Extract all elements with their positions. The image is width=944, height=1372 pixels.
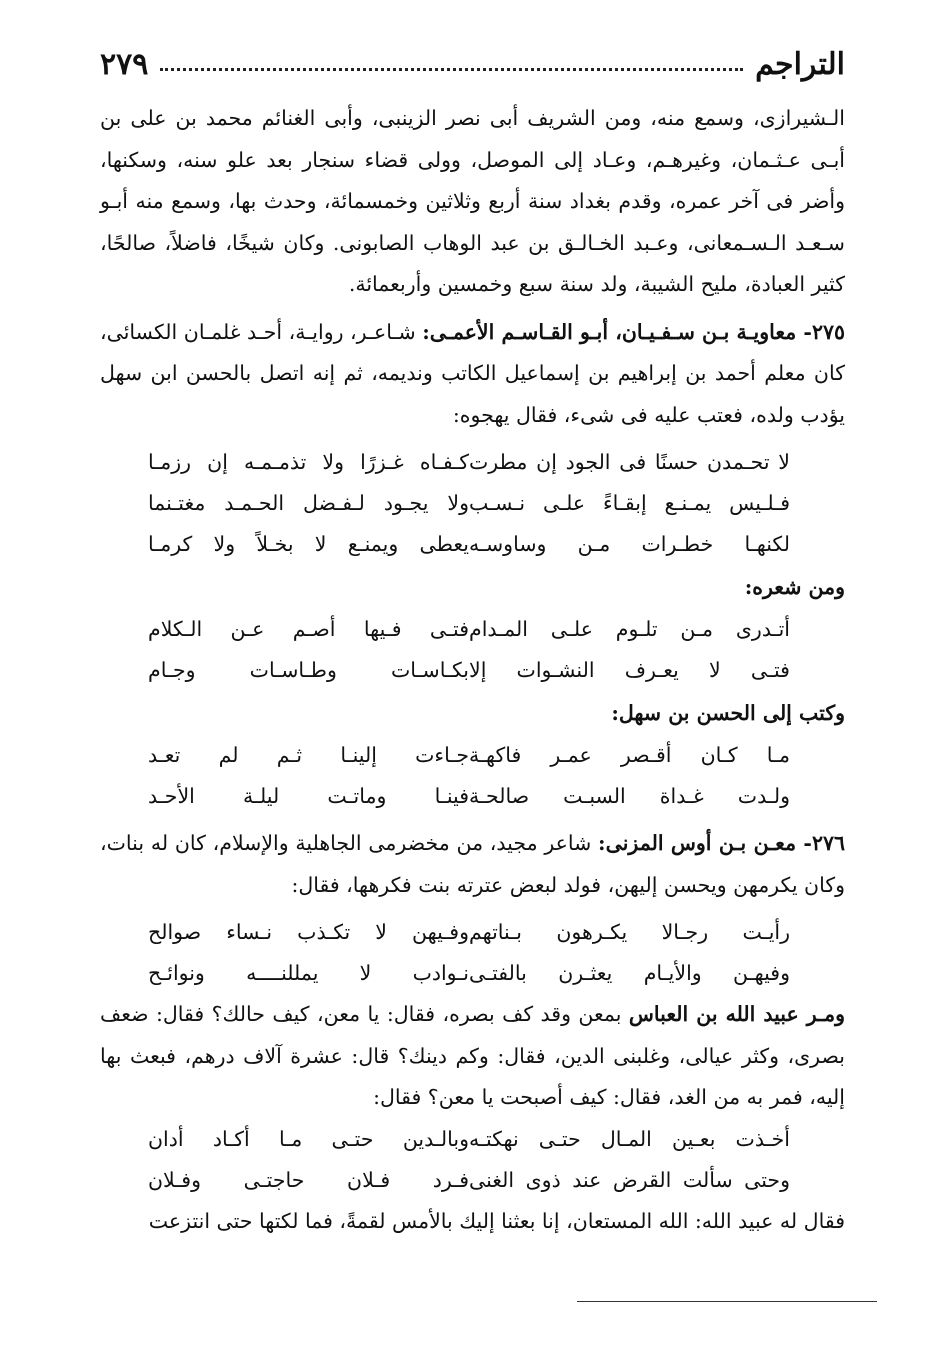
verse-line <box>100 953 845 994</box>
footnote-rule <box>577 1301 877 1302</box>
text-line: شـاعـر، روايـة، أحـد غلمـان <box>183 319 423 344</box>
verse-second-half: فينـا وماتـت ليلـة الأحـد <box>148 784 469 808</box>
verse-second-half: نـوادب لا يمللنــــه ونوائـح <box>148 961 469 985</box>
verse-line <box>100 650 845 691</box>
last-line <box>100 1201 845 1243</box>
letter-heading: وكتب إلى الحسن بن سهل: <box>611 701 845 725</box>
verse-second-half: ولا يجـود لـفـضل الحـمـد مغتـنما <box>148 491 469 515</box>
poetry-heading: ومن شعره: <box>744 575 845 599</box>
verse-first-half: مـا كـان أقـصر عمـر فاكهـة <box>469 743 790 767</box>
verse-second-half: يعطى ويمنـع لا بخـلاً ولا كرمـا <box>148 532 469 556</box>
text-line: أبـو سـعـد الـسـمعانى، وعـبد الخـالـق بن عبد الوهاب الصابونى. وكان شيخًا، فاضلاً، <box>100 189 845 255</box>
text-line: الكسائى، كان معلم أحمد بن إبراهيم بن إسماعيل الكاتب ونديمه، ثم إنه اتصل بالحسن <box>100 319 845 385</box>
verse-second-half: جـاءت إلينـا ثـم لم تعـد <box>148 743 469 767</box>
verse-line <box>100 776 845 817</box>
text-line: ضعف بصرى، وكثر عيالى، وغلبنى الدين، فقال: وكم دينك؟ قال: عشرة آلاف درهم، <box>100 1002 845 1068</box>
text-line: الـشيرازى، وسمع منه، ومن الشريف أبى نصر الزينبى، وأبى الغنائم محمد بن على بن <box>100 106 845 130</box>
verse-line <box>100 483 845 524</box>
verse-line <box>100 735 845 776</box>
text-line: صالحًا، كثير العبادة، مليح الشيبة، ولد سنة سبع وخمسين وأربعمائة. <box>100 230 845 296</box>
verse-line <box>100 524 845 565</box>
entry-heading: ٢٧٥- معاويـة بـن سـفـيـان، أبـو القـاسـم الأعمـى: <box>422 319 845 344</box>
verse-second-half: فـرد فـلان حاجتـى وفـلان <box>148 1167 469 1192</box>
page-number: ٢٧٩ <box>100 46 149 82</box>
verse-second-half: وفـيهن لا تكـذب نـساء صوالح <box>148 920 469 944</box>
text-line: فبعث بها إليه، فمر به من الغد، فقال: كيف أصبحت يا معن؟ فقال: <box>100 1043 845 1109</box>
leader-dots <box>160 68 743 71</box>
verse-line <box>100 912 845 953</box>
verse-first-half: وحتى سألت القرض عند ذوى الغنى <box>469 1167 790 1192</box>
entry-275-intro <box>100 312 845 437</box>
verse-first-half: وفيهـن والأيـام يعثـرن بالفتـى <box>469 961 790 985</box>
verse-second-half: وبالـدين حتـى مـا أكـاد أدان <box>148 1126 469 1151</box>
text-line: ابن سهل يؤدب ولده، فعتب عليه فى شىء، فقال يهجوه: <box>100 361 845 427</box>
anecdote-name: ومـر عبيد الله بن العباس <box>628 1002 845 1026</box>
paragraph-continuation <box>100 98 845 306</box>
verse-first-half: فـلـيس يمـنـع إبقـاءً علـى نـسـب <box>469 491 790 515</box>
verse-second-half: بكـاسـات وطـاسـات وجـام <box>148 658 469 682</box>
anecdote-paragraph <box>100 994 845 1119</box>
verse-line <box>100 609 845 650</box>
entry-276-intro <box>100 823 845 906</box>
verse-line <box>100 1160 845 1201</box>
text-line: وأضر فى آخر عمره، وقدم بغداد سنة أربع وثلاثين وخمسمائة، وحدث بها، وسمع منه <box>135 189 845 213</box>
verse-first-half: أخـذت بعـين المـال حتـى نهكتـه <box>469 1126 790 1151</box>
verse-line <box>100 442 845 483</box>
running-header <box>100 40 845 88</box>
verse-first-half: لا تحـمدن حسنًا فى الجود إن مطرت <box>469 450 790 474</box>
verse-first-half: أتـدرى مـن تلـوم علـى المـدام <box>469 617 790 641</box>
verse-second-half: كـفـاه غـزرًا ولا تذمـمـه إن رزمـا <box>148 450 469 474</box>
verse-first-half: ولـدت غـداة السبـت صالحـة <box>469 784 790 808</box>
text-line: بنات، وكان يكرمهن ويحسن إليهن، فولد لبعض عترته بنت فكرهها، فقال: <box>100 831 845 897</box>
verse-second-half: فتـى فـيها أصـم عـن الـكلام <box>148 617 469 641</box>
text-line: شاعر مجيد، من مخضرمى الجاهلية والإسلام، كان له <box>150 831 599 855</box>
verse-first-half: لكنهـا خطـرات مـن وساوسـه <box>469 532 790 556</box>
text-line: بمعن وقد كف بصره، فقال: يا معن، كيف حالك؟ فقال: <box>155 1002 629 1026</box>
text-line: فقال له عبيد الله: الله المستعان، إنا بعثنا إليك بالأمس لقمةً، فما لكتها حتى انتزعت <box>148 1208 845 1233</box>
text-line: أبـى عـثـمان، وغيرهـم، وعـاد إلى الموصل، وولى قضاء سنجار بعد علو سنه، وسكنها، <box>100 147 845 172</box>
verse-first-half: رأيـت رجـالا يكـرهون بـناتهم <box>469 920 790 944</box>
entry-heading: ٢٧٦- معـن بـن أوس المزنى: <box>598 831 845 855</box>
verse-first-half: فتـى لا يعـرف النشـوات إلا <box>469 658 790 682</box>
page-body <box>100 98 845 1242</box>
section-title: التراجم <box>755 46 845 82</box>
verse-line <box>100 1119 845 1160</box>
